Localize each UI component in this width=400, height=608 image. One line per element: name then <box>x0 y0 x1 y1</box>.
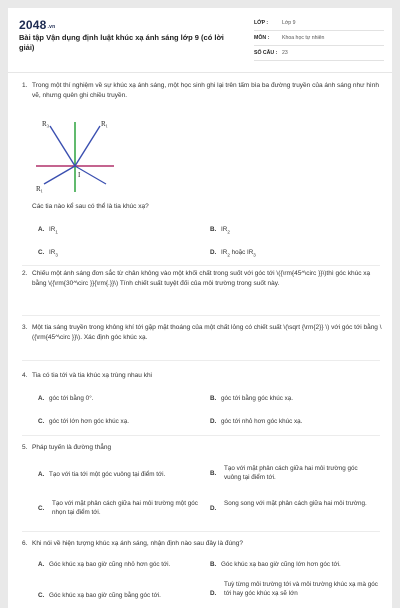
document-header <box>8 8 392 56</box>
question-number: 1. <box>22 82 28 89</box>
meta-label: MÔN : <box>254 35 270 41</box>
question-text: Khi nói về hiện tượng khúc xạ ánh sáng, nhận định nào sau đây là đúng? <box>32 540 243 547</box>
answer-option[interactable] <box>38 417 198 426</box>
meta-row-count <box>254 46 384 61</box>
answer-option[interactable] <box>210 417 370 426</box>
label-r3: $R_3$ <box>42 120 49 129</box>
option-letter: C. <box>38 249 45 256</box>
option-letter: C. <box>38 418 45 425</box>
document-page <box>8 8 392 608</box>
option-letter: D. <box>210 418 217 425</box>
question-text: Chiếu một ánh sáng đơn sắc từ chân không vào một khối chất trong suốt với góc tới \({\rm{45^\circ }}\)thì góc khúc xạ bằng \({\rm{30^\circ }}{\rm{.}}\) Tính chiết suất tuyệt đối của môi trường trong suốt này. <box>32 270 371 287</box>
label-i: I <box>78 171 81 179</box>
question-number: 5. <box>22 444 28 451</box>
option-text: Góc khúc xạ bao giờ cũng lớn hơn góc tới. <box>221 561 341 568</box>
option-text: Song song với mặt phân cách giữa hai môi trường. <box>224 500 367 507</box>
option-text: góc tới nhỏ hơn góc khúc xạ. <box>221 418 303 425</box>
question-1 <box>22 81 382 101</box>
option-text: Góc khúc xạ bao giờ cũng nhỏ hơn góc tới. <box>49 561 171 568</box>
answer-option[interactable] <box>38 225 198 236</box>
question-divider <box>22 531 380 532</box>
meta-value: 23 <box>282 50 288 56</box>
answer-option[interactable] <box>38 591 202 600</box>
question-4 <box>22 371 382 381</box>
option-letter: C. <box>38 592 45 599</box>
answer-option[interactable] <box>210 225 370 236</box>
option-letter: D. <box>210 505 217 512</box>
answer-option[interactable] <box>38 499 202 517</box>
document-title: Bài tập Vận dụng định luật khúc xạ ánh sáng lớp 9 (có lời giải) <box>19 33 224 52</box>
option-text: góc tới lớn hơn góc khúc xạ. <box>49 418 129 425</box>
answer-option[interactable] <box>210 560 380 569</box>
answer-option[interactable] <box>210 464 370 482</box>
ray-r1-top <box>75 126 100 166</box>
ray-r1-bottom <box>44 166 75 184</box>
option-text: $IR_3$ <box>49 249 58 258</box>
label-r1-bottom: $R_1$ <box>36 185 43 194</box>
question-text: Một tia sáng truyền trong không khí tới gặp mặt thoáng của một chất lỏng có chiết suất \(\sqrt {\rm{2}} \) với góc tới bằng \({\rm{45^\circ }}\). Xác định góc khúc xạ. <box>32 324 382 341</box>
question-divider <box>22 265 380 266</box>
question-text: Trong một thí nghiệm về sự khúc xạ ánh sáng, một học sinh ghi lại trên tấm bìa ba đường truyền của ánh sáng như hình vẽ, nhưng quên ghi chiều truyền. <box>32 82 379 99</box>
question-text: Tia có tia tới và tia khúc xạ trùng nhau khi <box>32 372 152 379</box>
site-logo[interactable] <box>19 18 55 32</box>
answer-option[interactable] <box>38 560 208 569</box>
ray-r3 <box>50 126 75 166</box>
option-letter: B. <box>210 561 217 568</box>
option-letter: B. <box>210 395 217 402</box>
question-3 <box>22 323 382 343</box>
question-number: 2. <box>22 270 28 277</box>
answer-option[interactable] <box>38 470 202 479</box>
option-text: $IR_2$ <box>221 226 230 235</box>
option-text: Tuỳ từng môi trường tới và môi trường khúc xạ mà góc tới hay góc khúc xạ sẽ lớn <box>224 581 378 597</box>
option-letter: C. <box>38 505 45 512</box>
question-number: 4. <box>22 372 28 379</box>
answer-option[interactable] <box>210 580 382 598</box>
option-letter: D. <box>210 249 217 256</box>
answer-option[interactable] <box>210 248 370 259</box>
question-2 <box>22 269 382 289</box>
option-text: góc tới bằng 0°. <box>49 395 94 402</box>
option-letter: A. <box>38 471 45 478</box>
option-text: Góc khúc xạ bao giờ cũng bằng góc tới. <box>49 592 161 599</box>
meta-label: LỚP : <box>254 20 269 26</box>
document-meta <box>254 16 384 61</box>
option-text: Tạo với mặt phân cách giữa hai môi trường một góc nhọn tại điểm tới. <box>52 500 198 516</box>
logo-text: 2048 <box>19 18 47 32</box>
question-text: Pháp tuyến là đường thẳng <box>32 444 112 451</box>
option-letter: B. <box>210 226 217 233</box>
question-divider <box>22 315 380 316</box>
answer-option[interactable] <box>38 394 198 403</box>
question-divider <box>22 435 380 436</box>
option-letter: B. <box>210 470 217 477</box>
option-letter: A. <box>38 226 45 233</box>
option-letter: A. <box>38 395 45 402</box>
question-followup-text: Các tia nào kể sau có thể là tia khúc xạ? <box>32 203 149 210</box>
option-text: Tạo với mặt phân cách giữa hai môi trường góc vuông tại điểm tới. <box>224 465 358 481</box>
option-text: $IR_1$ <box>49 226 58 235</box>
logo-suffix: .vn <box>47 24 56 30</box>
meta-row-class <box>254 16 384 31</box>
meta-value: Khoa học tự nhiên <box>282 35 325 41</box>
question-divider <box>22 360 380 361</box>
label-r1-top: $R_1$ <box>101 120 108 129</box>
question-1-followup <box>22 202 382 212</box>
answer-option[interactable] <box>210 499 370 512</box>
option-text: góc tới bằng góc khúc xạ. <box>221 395 294 402</box>
question-6 <box>22 539 382 549</box>
answer-option[interactable] <box>38 248 198 259</box>
option-text: Tạo với tia tới một góc vuông tại điểm tới. <box>49 471 166 478</box>
option-letter: D. <box>210 590 217 597</box>
answer-option[interactable] <box>210 394 370 403</box>
option-text: $IR_2$ hoặc $IR_3$ <box>221 249 256 258</box>
meta-row-subject <box>254 31 384 46</box>
meta-label: SỐ CÂU : <box>254 50 278 56</box>
question-number: 3. <box>22 324 28 331</box>
meta-value: Lớp 9 <box>282 20 296 26</box>
header-divider <box>8 72 392 73</box>
option-letter: A. <box>38 561 45 568</box>
refraction-figure <box>30 116 120 194</box>
question-5 <box>22 443 382 453</box>
question-number: 6. <box>22 540 28 547</box>
